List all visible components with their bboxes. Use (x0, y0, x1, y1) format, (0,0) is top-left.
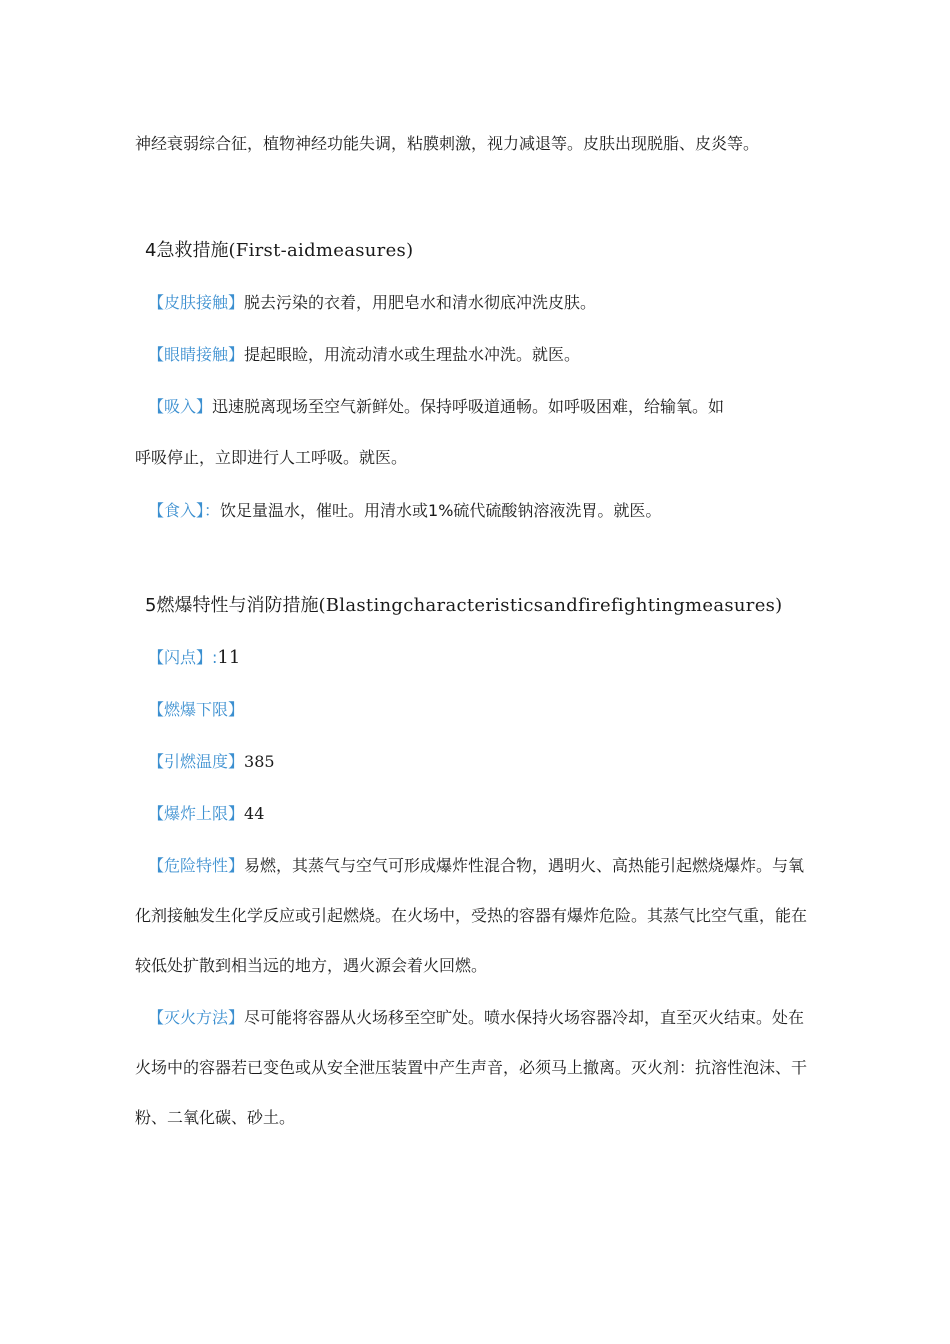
intro-text: 神经衰弱综合征，植物神经功能失调，粘膜刺激，视力减退等。皮肤出现脱脂、皮炎等。 (135, 134, 760, 153)
hazard-label: 【危险特性】 (148, 856, 245, 875)
skin-contact-label: 【皮肤接触】 (148, 293, 245, 312)
lower-explosive-limit-row (148, 700, 850, 720)
lower-explosive-limit-label: 【燃爆下限】 (148, 700, 245, 719)
skin-contact-text: 脱去污染的衣着，用肥皂水和清水彻底冲洗皮肤。 (244, 293, 597, 312)
section-5-title: 5燃爆特性与消防措施 (145, 595, 319, 616)
flash-point-row (148, 648, 850, 668)
flash-point-separator: : (212, 648, 218, 667)
extinguishing-text-1: 尽可能将容器从火场移至空旷处。喷水保持火场容器冷却，直至灭火结束。处在 (244, 1008, 805, 1027)
ingestion-text: 饮足量温水，催吐。用清水或1%硫代硫酸钠溶液洗胃。就医。 (220, 501, 662, 520)
hazard-paragraph (148, 856, 850, 876)
upper-explosive-limit-label: 【爆炸上限】 (148, 804, 245, 823)
section-5-english-title: (Blastingcharacteristicsandfirefightingmeasures) (318, 595, 783, 616)
eye-contact-label: 【眼睛接触】 (148, 345, 245, 364)
section-4-title: 4急救措施 (145, 240, 229, 261)
section-4-heading (145, 240, 413, 262)
inhalation-paragraph (148, 397, 850, 417)
ingestion-paragraph (148, 501, 850, 521)
inhalation-text-1: 迅速脱离现场至空气新鲜处。保持呼吸道通畅。如呼吸困难，给输氧。如 (212, 397, 725, 416)
inhalation-text-2: 呼吸停止，立即进行人工呼吸。就医。 (135, 448, 408, 467)
hazard-text-3: 较低处扩散到相当远的地方，遇火源会着火回燃。 (135, 956, 488, 975)
inhalation-label: 【吸入】 (148, 397, 213, 416)
hazard-text-2: 化剂接触发生化学反应或引起燃烧。在火场中，受热的容器有爆炸危险。其蒸气比空气重，能在 (135, 906, 808, 925)
extinguishing-paragraph (148, 1008, 850, 1028)
extinguishing-label: 【灭火方法】 (148, 1008, 245, 1027)
flash-point-label: 【闪点】 (148, 648, 213, 667)
hazard-text-1: 易燃，其蒸气与空气可形成爆炸性混合物，遇明火、高热能引起燃烧爆炸。与氧 (244, 856, 805, 875)
ignition-temperature-row (148, 752, 850, 772)
upper-explosive-limit-value: 44 (244, 804, 265, 823)
extinguishing-text-3: 粉、二氧化碳、砂土。 (135, 1108, 296, 1127)
upper-explosive-limit-row (148, 804, 850, 824)
ingestion-label: 【食入】： (148, 501, 221, 520)
eye-contact-text: 提起眼睑，用流动清水或生理盐水冲洗。就医。 (244, 345, 581, 364)
ignition-temperature-label: 【引燃温度】 (148, 752, 245, 771)
flash-point-value: 11 (217, 647, 241, 668)
section-4-english-title: (First-aidmeasures) (228, 240, 414, 261)
section-5-heading (145, 595, 783, 617)
eye-contact-paragraph (148, 345, 850, 365)
skin-contact-paragraph (148, 293, 850, 313)
extinguishing-text-2: 火场中的容器若已变色或从安全泄压装置中产生声音，必须马上撤离。灭火剂：抗溶性泡沫、干 (135, 1058, 808, 1077)
ignition-temperature-value: 385 (244, 752, 275, 771)
